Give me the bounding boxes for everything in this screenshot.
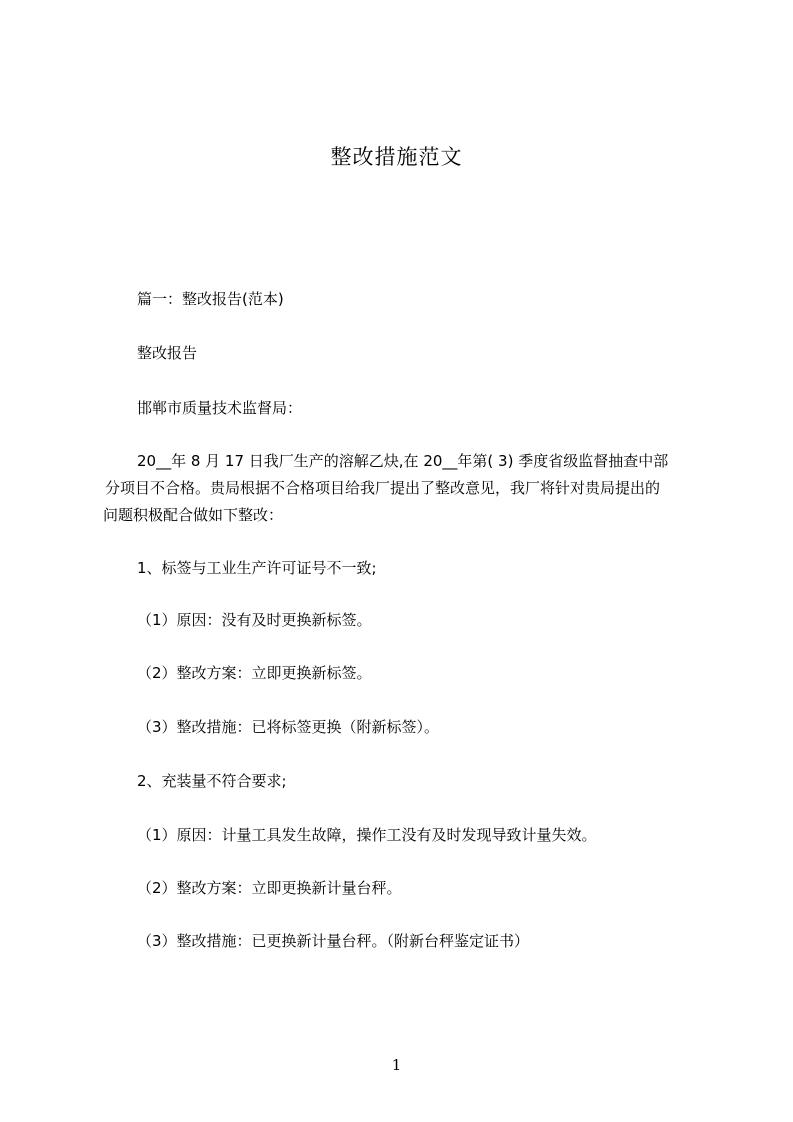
item1-measure: （3）整改措施：已将标签更换（附新标签）。 [137, 718, 440, 736]
item2-cause: （1）原因：计量工具发生故障，操作工没有及时发现导致计量失效。 [137, 826, 597, 844]
section-heading: 篇一：整改报告(范本) [137, 290, 284, 308]
addressee: 邯郸市质量技术监督局： [137, 399, 303, 417]
intro-paragraph-line: 分项目不合格。贵局根据不合格项目给我厂提出了整改意见，我厂将针对贵局提出的 [105, 479, 661, 497]
document-title: 整改措施范文 [330, 145, 463, 169]
item2-plan: （2）整改方案：立即更换新计量台秤。 [137, 879, 402, 897]
intro-paragraph-line: 20__年 8 月 17 日我厂生产的溶解乙炔,在 20__年第( 3) 季度省级监督抽查中部 [137, 452, 669, 470]
page-number: 1 [391, 1056, 402, 1074]
report-title: 整改报告 [137, 344, 198, 362]
item2-measure: （3）整改措施：已更换新计量台秤。（附新台秤鉴定证书） [137, 932, 530, 950]
intro-paragraph-line: 问题积极配合做如下整改： [103, 506, 284, 524]
item2-heading: 2、充装量不符合要求; [137, 772, 287, 790]
item1-heading: 1、标签与工业生产许可证号不一致; [137, 559, 377, 577]
item1-cause: （1）原因：没有及时更换新标签。 [137, 611, 372, 629]
item1-plan: （2）整改方案：立即更换新标签。 [137, 664, 372, 682]
